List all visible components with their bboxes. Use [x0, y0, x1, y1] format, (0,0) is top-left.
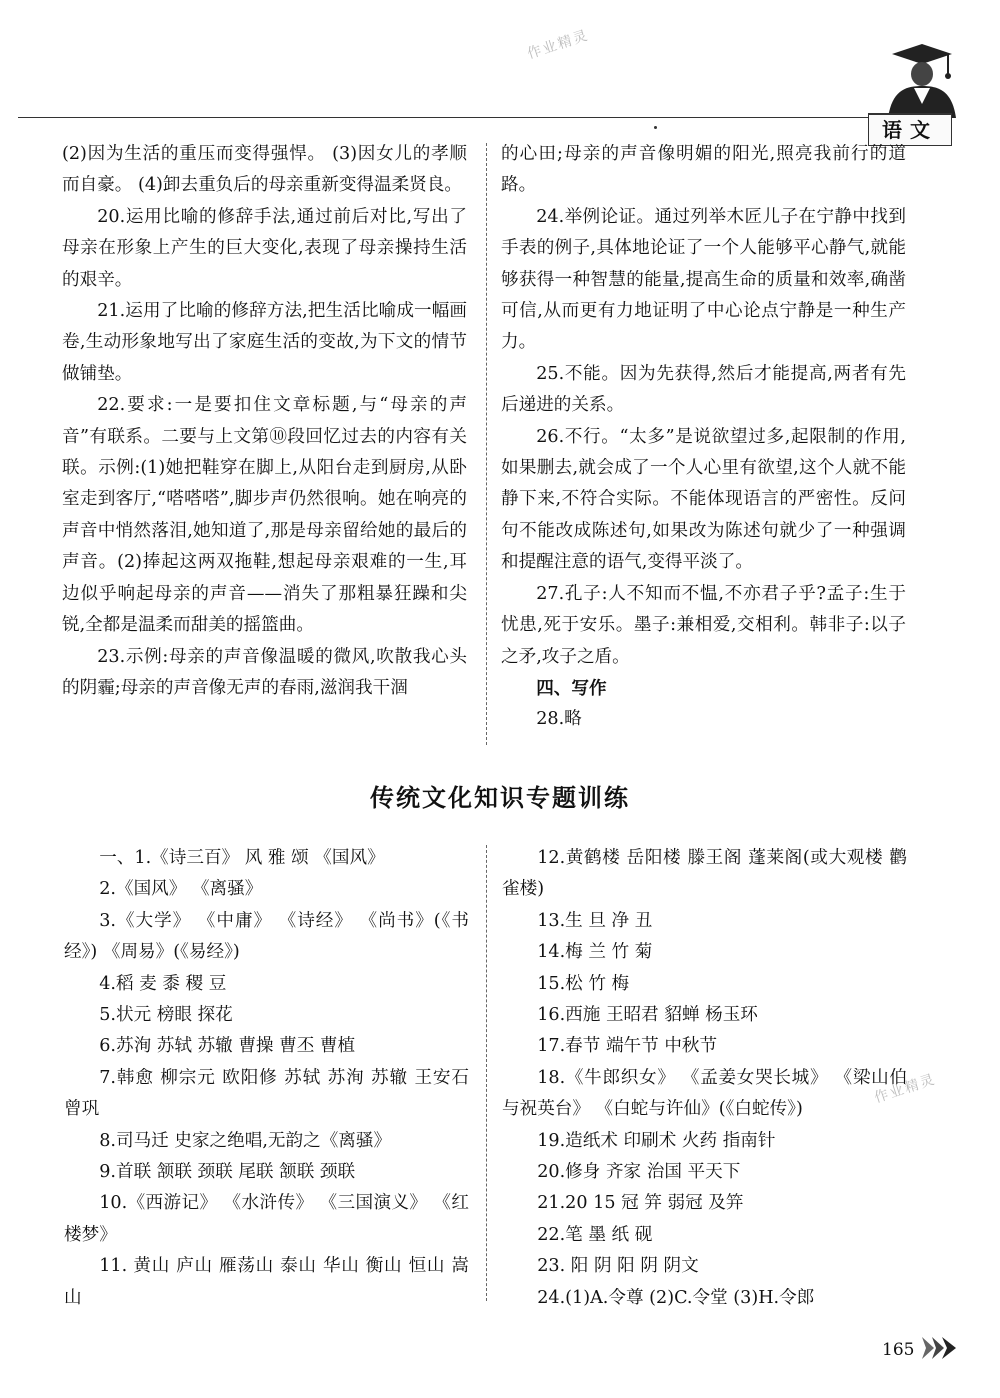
answer-item: 4.稻 麦 黍 稷 豆: [99, 973, 227, 994]
section2-left-column: [64, 843, 469, 1314]
answer-item: 15.松 竹 梅: [537, 973, 630, 994]
answer-item: 12.黄鹤楼 岳阳楼 滕王阁 蓬莱阁(或大观楼 鹳雀楼): [502, 848, 907, 900]
answer-item: 14.梅 兰 竹 菊: [537, 942, 653, 963]
section-title: 传统文化知识专题训练: [370, 784, 630, 812]
answer-item: 5.状元 榜眼 探花: [99, 1005, 233, 1026]
answer-paragraph: (2)因为生活的重压而变得强悍。 (3)因女儿的孝顺而自豪。 (4)卸去重负后的母亲重新变得温柔贤良。: [62, 144, 467, 196]
answer-item: 22.笔 墨 纸 砚: [537, 1224, 653, 1245]
subject-label: 语文: [868, 113, 952, 146]
answer-paragraph: 27.孔子:人不知而不愠,不亦君子乎?孟子:生于忧患,死于安乐。墨子:兼相爱,交相利。韩非子:以子之矛,攻子之盾。: [501, 583, 906, 667]
answer-item: 10.《西游记》 《水浒传》 《三国演义》 《红楼梦》: [64, 1193, 469, 1245]
answer-paragraph: 23.示例:母亲的声音像温暖的微风,吹散我心头的阴霾;母亲的声音像无声的春雨,滋润我干涸: [62, 646, 467, 698]
column-divider: [486, 845, 487, 1301]
answer-paragraph: 20.运用比喻的修辞手法,通过前后对比,写出了母亲在形象上产生的巨大变化,表现了母亲操持生活的艰辛。: [62, 206, 467, 290]
answer-item: 17.春节 端午节 中秋节: [537, 1036, 718, 1057]
section2-right-column: [502, 843, 907, 1314]
answer-item: 19.造纸术 印刷术 火药 指南针: [537, 1130, 776, 1151]
header-rule: [18, 117, 948, 118]
answer-item: 7.韩愈 柳宗元 欧阳修 苏轼 苏洵 苏辙 王安石 曾巩: [64, 1067, 469, 1120]
page-number: 165: [882, 1340, 915, 1360]
answer-item: 一、1.《诗三百》 风 雅 颂 《国风》: [99, 848, 385, 868]
answer-item: 16.西施 王昭君 貂蝉 杨玉环: [537, 1005, 758, 1026]
ink-dot: [654, 126, 657, 129]
answer-item: 3.《大学》 《中庸》 《诗经》 《尚书》(《书经》) 《周易》(《易经》): [64, 910, 469, 963]
watermark: 作业精灵: [525, 27, 592, 63]
answer-item: 11. 黄山 庐山 雁荡山 泰山 华山 衡山 恒山 嵩山: [64, 1256, 469, 1308]
arrow-decoration-icon: [920, 1333, 960, 1363]
answer-paragraph: 的心田;母亲的声音像明媚的阳光,照亮我前行的道路。: [501, 144, 906, 196]
answer-item: 23. 阳 阴 阳 阴 阴文: [537, 1256, 699, 1277]
answer-item: 24.(1)A.令尊 (2)C.令堂 (3)H.令郎: [537, 1287, 815, 1308]
answer-item: 13.生 旦 净 丑: [537, 910, 653, 931]
section1-right-column: [501, 139, 906, 736]
answer-item: 20.修身 齐家 治国 平天下: [537, 1162, 741, 1183]
answer-item: 9.首联 颔联 颈联 尾联 颔联 颈联: [99, 1162, 356, 1183]
section1-left-column: [62, 139, 467, 704]
answer-paragraph: 25.不能。因为先获得,然后才能提高,两者有先后递进的关系。: [501, 363, 906, 416]
answer-paragraph: 26.不行。“太多”是说欲望过多,起限制的作用,如果删去,就会成了一个人心里有欲望,这个人就不能静下来,不符合实际。不能体现语言的严密性。反问句不能改成陈述句,如果改为陈述句就少了一种强调和提醒注意的语气,变得平淡了。: [501, 426, 906, 573]
answer-paragraph: 22.要求:一是要扣住文章标题,与“母亲的声音”有联系。二要与上文第⑩段回忆过去的内容有关联。示例:(1)她把鞋穿在脚上,从阳台走到厨房,从卧室走到客厅,“嗒嗒嗒”,脚步声仍然很响。她在响亮的声音中悄然落泪,她知道了,那是母亲留给她的最后的声音。(2)捧起这两双拖鞋,想起母亲艰难的一生,耳边似乎响起母亲的声音——消失了那粗暴狂躁和尖锐,全都是温柔而甜美的摇篮曲。: [62, 395, 467, 636]
answer-paragraph: 24.举例论证。通过列举木匠儿子在宁静中找到手表的例子,具体地论证了一个人能够平心静气,就能够获得一种智慧的能量,提高生命的质量和效率,确凿可信,从而更有力地证明了中心论点宁静是一种生产力。: [501, 206, 906, 353]
section-heading-writing: 四、写作: [536, 677, 607, 699]
answer-item: 18.《牛郎织女》 《孟姜女哭长城》 《梁山伯与祝英台》 《白蛇与许仙》(《白蛇传》): [502, 1067, 907, 1120]
graduate-icon: [878, 40, 958, 118]
answer-item: 8.司马迁 史家之绝唱,无韵之《离骚》: [99, 1130, 392, 1151]
answer-item: 21.20 15 冠 笄 弱冠 及笄: [537, 1193, 744, 1214]
answer-paragraph: 21.运用了比喻的修辞方法,把生活比喻成一幅画卷,生动形象地写出了家庭生活的变故,为下文的情节做铺垫。: [62, 301, 467, 384]
answer-paragraph: 28.略: [536, 709, 582, 730]
column-divider: [486, 143, 487, 745]
answer-item: 2.《国风》 《离骚》: [99, 879, 263, 900]
answer-item: 6.苏洵 苏轼 苏辙 曹操 曹丕 曹植: [99, 1036, 356, 1057]
watermark: 作业精灵: [872, 1071, 939, 1107]
